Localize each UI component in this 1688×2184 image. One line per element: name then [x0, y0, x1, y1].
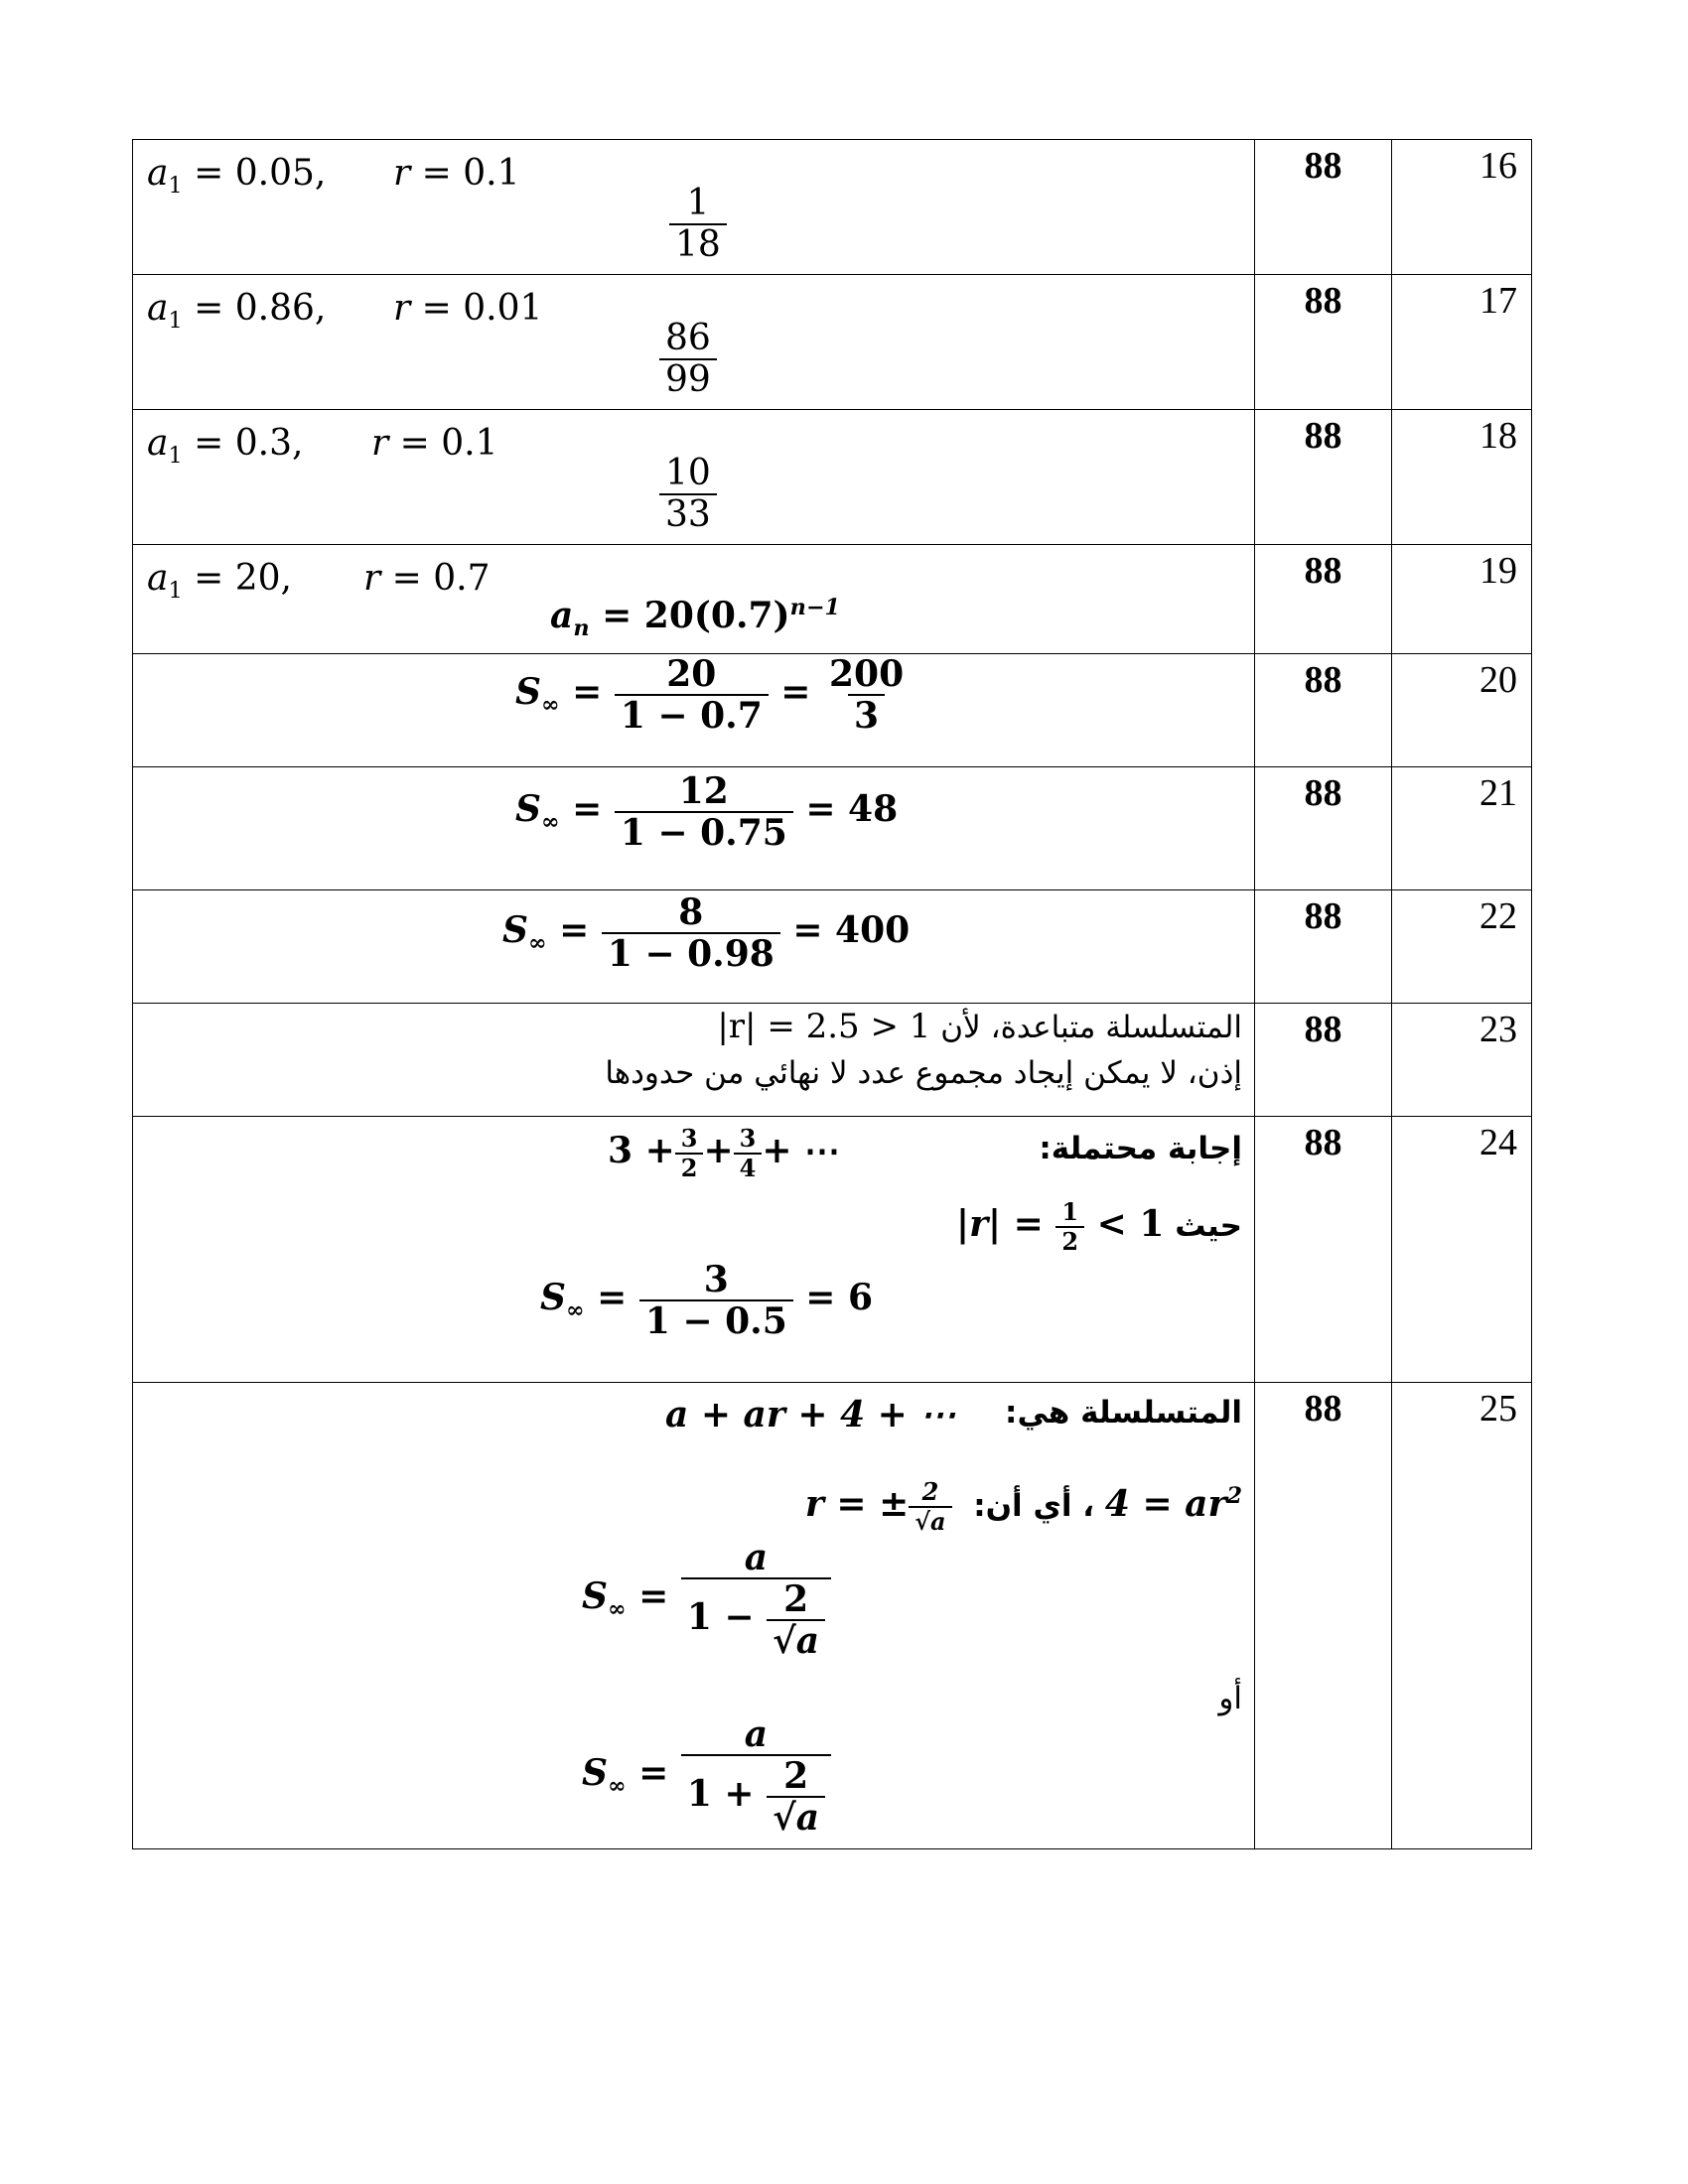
sum-formula: $S_\infty$ = $\frac{12}{1 - 0.75}$ = 48: [515, 770, 899, 854]
a1-value: $a_1 = 0.3$,: [147, 423, 304, 470]
table-row: [133, 767, 1532, 890]
example-series: 3 + $\frac{3}{2}$ + $\frac{3}{4}$ + ⋯: [608, 1124, 841, 1182]
sum-formula: $S_\infty$ = $\frac{8}{1 - 0.98}$ = 400: [502, 891, 911, 975]
a1-value: $a_1 = 0.05$,: [147, 153, 327, 200]
page-number: 88: [1255, 654, 1392, 767]
page-number: 88: [1255, 275, 1392, 410]
answer-cell: [133, 1117, 1254, 1382]
table-row: [133, 1383, 1532, 1849]
exercise-number: 23: [1392, 1004, 1532, 1117]
table-row: [133, 275, 1532, 410]
sum-formula: $S_\infty$ = $\frac{3}{1 - 0.5}$ = 6: [540, 1259, 874, 1342]
page-number: 88: [1255, 767, 1392, 890]
exercise-number: 19: [1392, 545, 1532, 654]
table-row: [133, 140, 1532, 275]
sum-formula-plus: $S_\infty$ = a 1 + $\frac{2}{√a}$: [582, 1716, 831, 1836]
table-row: [133, 410, 1532, 545]
fraction-answer: $\frac{1}{18}$: [669, 186, 727, 263]
exercise-number: 24: [1392, 1117, 1532, 1383]
table-row: [133, 1004, 1532, 1117]
table-row: [133, 890, 1532, 1004]
exercise-number: 22: [1392, 890, 1532, 1004]
answer-cell: [133, 410, 1254, 544]
page-number: 88: [1255, 1004, 1392, 1117]
r-value: r = 0.7: [363, 558, 491, 599]
a1-value: $a_1 = 0.86$,: [147, 288, 327, 335]
fraction-answer: $\frac{10}{33}$: [659, 456, 717, 533]
answer-cell: [133, 1004, 1254, 1116]
divergence-statement: المتسلسلة متباعدة، لأن |r| = 2.5 > 1: [717, 1007, 1242, 1046]
answer-cell: [133, 767, 1254, 889]
exercise-number: 17: [1392, 275, 1532, 410]
answer-cell: [133, 890, 1254, 1003]
page-number: 88: [1255, 1117, 1392, 1383]
answer-table: [132, 139, 1532, 1849]
page-number: 88: [1255, 890, 1392, 1004]
sum-formula-minus: $S_\infty$ = a 1 − $\frac{2}{√a}$: [582, 1540, 831, 1659]
exercise-number: 25: [1392, 1383, 1532, 1849]
sum-formula: $S_\infty$ = $\frac{20}{1 - 0.7}$ = $\frac{200}{3}$: [515, 653, 905, 737]
exercise-number: 21: [1392, 767, 1532, 890]
table-row: [133, 1117, 1532, 1383]
divergence-conclusion: إذن، لا يمكن إيجاد مجموع عدد لا نهائي من حدودها: [605, 1055, 1242, 1091]
ratio-condition: |r| = $\frac{1}{2}$ < 1: [955, 1197, 1165, 1256]
nth-term-formula: $a_n = 20(0.7)^{n-1}$: [550, 595, 841, 642]
series-label: المتسلسلة هي:: [1005, 1395, 1242, 1431]
table-row: [133, 545, 1532, 654]
page-number: 88: [1255, 140, 1392, 275]
a1-value: $a_1 = 20$,: [147, 558, 292, 605]
exercise-number: 18: [1392, 410, 1532, 545]
r-value: r = 0.1: [393, 153, 520, 194]
exercise-number: 16: [1392, 140, 1532, 275]
exercise-number: 20: [1392, 654, 1532, 767]
ratio-condition-row: حيث |r| = $\frac{1}{2}$ < 1: [955, 1197, 1242, 1256]
series-expression: a + ar + 4 + ⋯: [665, 1394, 956, 1435]
table-row: [133, 654, 1532, 767]
answer-cell: [133, 654, 1254, 766]
or-label: أو: [1218, 1681, 1242, 1716]
ratio-value: r = ± $\frac{2}{√a}$: [805, 1483, 952, 1525]
page-number: 88: [1255, 545, 1392, 654]
ratio-derivation: $4 = ar^2$ ، أي أن: r = ± $\frac{2}{√a}$: [804, 1477, 1242, 1536]
answer-cell: [133, 275, 1254, 409]
answer-cell: [133, 545, 1254, 653]
fraction-answer: $\frac{86}{99}$: [659, 321, 717, 398]
answer-cell: [133, 140, 1254, 274]
r-value: r = 0.01: [393, 288, 543, 329]
r-value: r = 0.1: [371, 423, 498, 464]
ar-squared-equation: $4 = ar^2$: [1104, 1483, 1242, 1525]
ratio-condition: |r| = 2.5 > 1: [717, 1007, 931, 1046]
answer-cell: [133, 1383, 1254, 1848]
page-number: 88: [1255, 410, 1392, 545]
possible-answer-label: إجابة محتملة:: [1039, 1131, 1242, 1166]
page-number: 88: [1255, 1383, 1392, 1849]
